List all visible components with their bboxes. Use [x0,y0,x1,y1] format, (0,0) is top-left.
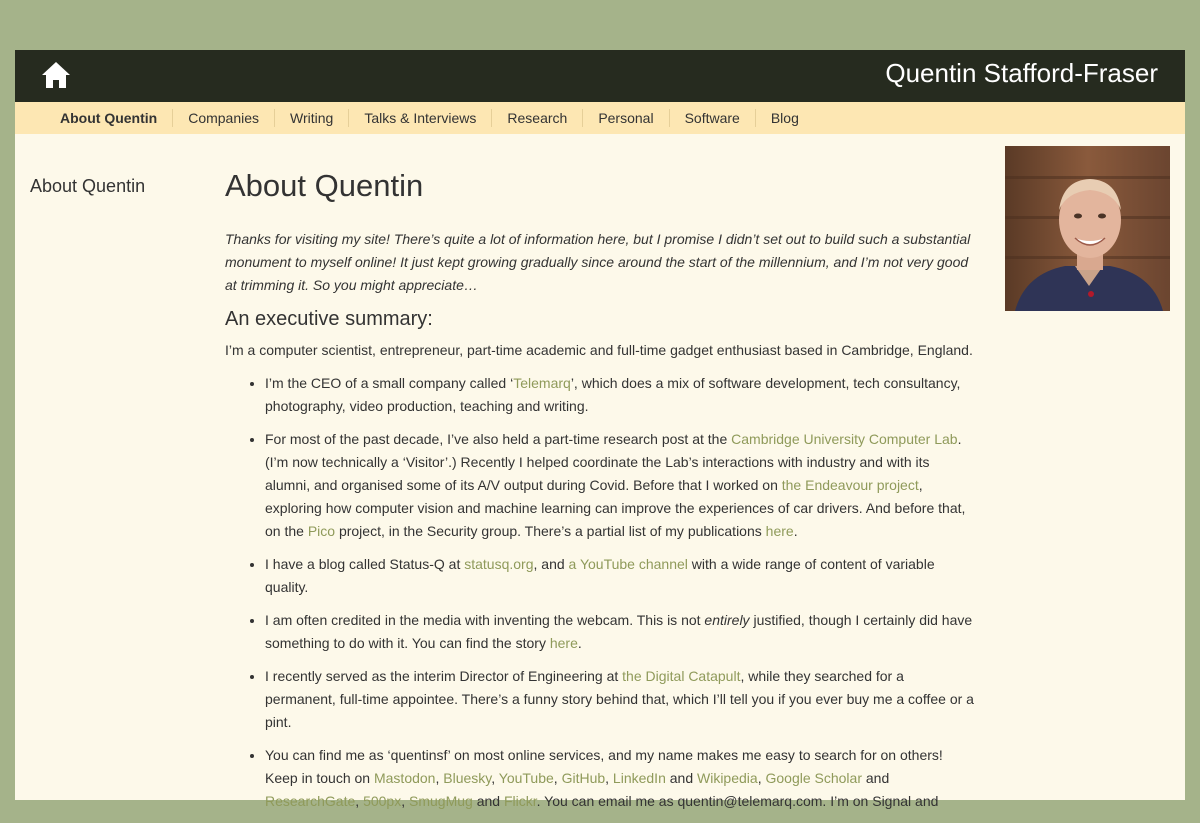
text: . [793,523,798,539]
main-content [225,164,975,823]
link-computer-lab[interactable]: Cambridge University Computer Lab [731,431,958,447]
nav-item-companies[interactable]: Companies [172,109,274,127]
text: I am often credited in the media with inventing the webcam. This is not [265,612,705,628]
link-webcam-story[interactable]: here [549,635,578,651]
portrait-photo [1005,146,1170,311]
home-icon[interactable] [41,61,71,89]
main-nav [15,102,1185,134]
emphasis: entirely [704,612,750,628]
nav-item-writing[interactable]: Writing [274,109,348,127]
link-mastodon[interactable]: Mastodon [373,770,436,786]
link-smugmug[interactable]: SmugMug [409,793,473,809]
section-heading: An executive summary: [225,308,433,330]
text: , [553,770,562,786]
link-publications[interactable]: here [765,523,794,539]
nav-item-personal[interactable]: Personal [582,109,668,127]
text: justified, though I certainly did have something to do with it. You can find the story [265,612,973,651]
nav-item-software[interactable]: Software [669,109,755,127]
nav-item-talks-interviews[interactable]: Talks & Interviews [348,109,491,127]
list-item [265,665,975,734]
list-item [265,372,975,418]
intro-text: Thanks for visiting my site! There’s quite a lot of information here, but I promise I didn’t set out to build such a substantial monument to myself online! It just kept growing gradually since around the start of the millennium, and I’m not very good at trimming it. So you might appreciate… [225,231,971,293]
nav-item-blog[interactable]: Blog [755,109,814,127]
link-google-scholar[interactable]: Google Scholar [765,770,862,786]
text: and [665,770,697,786]
link-endeavour[interactable]: the Endeavour project [781,477,919,493]
text: I have a blog called Status-Q at [265,556,465,572]
nav-item-research[interactable]: Research [491,109,582,127]
link-researchgate[interactable]: ResearchGate [265,793,356,809]
sidebar-item-about-quentin[interactable]: About Quentin [30,176,146,196]
list-item [265,553,975,599]
page [15,50,1185,809]
text: For most of the past decade, I’ve also held a part-time research post at the [265,431,732,447]
text: , while they searched for a permanent, full-time appointee. There’s a funny story behind that, which I’ll tell you if you ever buy me a coffee or a pint. [265,668,974,730]
text: I’m the CEO of a small company called ‘ [265,375,514,391]
text: and [472,793,504,809]
text: , [757,770,766,786]
text: , [605,770,613,786]
link-flickr[interactable]: Flickr [503,793,537,809]
text: , [435,770,444,786]
list-item [265,609,975,655]
text: . (I’m now technically a ‘Visitor’.) Recently I helped coordinate the Lab’s interactions with industry and with its alumni, and organised some of its A/V output during Covid. Before that I worked on [265,431,962,493]
text: , [401,793,409,809]
site-title[interactable]: Quentin Stafford-Fraser [885,58,1158,88]
text: , [355,793,364,809]
link-youtube-channel[interactable]: a YouTube channel [568,556,688,572]
text: project, in the Security group. There’s a partial list of my publications [335,523,766,539]
page-title: About Quentin [225,168,424,203]
text: You can find me as ‘quentinsf’ on most online services, and my name makes me easy to search for on others! Keep in touch on [265,747,943,786]
link-wikipedia[interactable]: Wikipedia [697,770,758,786]
text: and [862,770,890,786]
link-digital-catapult[interactable]: the Digital Catapult [622,668,741,684]
text: , [491,770,499,786]
text: , and [533,556,569,572]
text: , exploring how computer vision and machine learning can improve the experiences of car drivers. And before that, on the [265,477,966,539]
text: with a wide range of content of variable quality. [265,556,935,595]
link-github[interactable]: GitHub [561,770,606,786]
link-telemarq[interactable]: Telemarq [513,375,571,391]
link-linkedin[interactable]: LinkedIn [612,770,666,786]
text: ’, which does a mix of software development, tech consultancy, photography, video production, teaching and writing. [265,375,961,414]
link-500px[interactable]: 500px [363,793,402,809]
summary-text: I’m a computer scientist, entrepreneur, part-time academic and full-time gadget enthusiast based in Cambridge, England. [225,342,973,358]
list-item [265,744,975,813]
text: . You can email me as quentin@telemarq.com. I’m on Signal and [536,793,939,809]
link-pico[interactable]: Pico [307,523,336,539]
link-bluesky[interactable]: Bluesky [443,770,492,786]
text: . [577,635,582,651]
nav-item-about-quentin[interactable]: About Quentin [60,110,158,126]
list-item [265,428,975,543]
link-statusq[interactable]: statusq.org [464,556,534,572]
summary-list [225,372,975,813]
link-youtube[interactable]: YouTube [498,770,554,786]
text: I recently served as the interim Director of Engineering at [265,668,623,684]
site-header [15,50,1185,102]
